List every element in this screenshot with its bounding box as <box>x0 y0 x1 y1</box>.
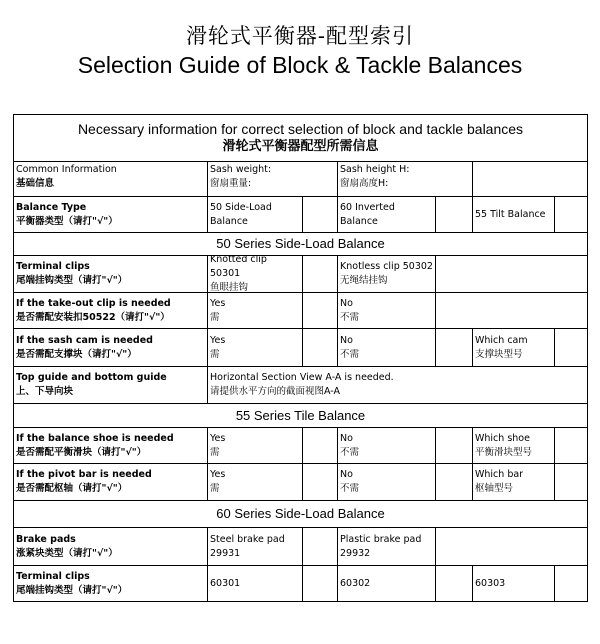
section-60-heading: 60 Series Side-Load Balance <box>216 506 385 521</box>
label-chinese: 尾端挂钩类型（请打"√"） <box>16 584 128 596</box>
option-knotless-clip <box>337 256 435 292</box>
yes-label-cn: 需 <box>210 483 220 494</box>
checkbox-55-tilt[interactable] <box>554 197 587 232</box>
option-no <box>337 293 435 328</box>
balance-type-row <box>14 196 587 232</box>
s55-pivot-row <box>14 463 587 500</box>
option-clip-60302 <box>337 566 435 601</box>
option-yes <box>207 329 302 366</box>
form-header-row <box>14 115 587 161</box>
no-label: No <box>340 469 353 480</box>
s50-cam-row <box>14 328 587 366</box>
checkbox-60-inverted[interactable] <box>435 197 472 232</box>
option-50-side-load <box>207 197 302 232</box>
takeout-clip-label <box>14 293 207 328</box>
option-label: Knotted clip 50301 <box>210 256 267 279</box>
no-label: No <box>340 334 353 346</box>
label-english: Common Information <box>16 164 117 175</box>
section-55-heading: 55 Series Tile Balance <box>235 407 366 423</box>
label-chinese: 尾端挂钩类型（请打"√"） <box>16 275 128 286</box>
which-cam-input[interactable] <box>554 329 587 366</box>
no-label-cn: 不需 <box>340 311 360 323</box>
which-bar-chinese: 枢轴型号 <box>475 483 514 494</box>
option-label: Knotless clip 50302 <box>340 261 433 272</box>
label-english: If the pivot bar is needed <box>16 469 152 480</box>
checkbox-clip-60301[interactable] <box>302 566 337 601</box>
yes-label-cn: 需 <box>210 311 220 323</box>
guide-label <box>14 367 207 403</box>
checkbox-yes[interactable] <box>302 329 337 366</box>
label-english: If the sash cam is needed <box>16 334 153 346</box>
checkbox-no[interactable] <box>435 428 472 463</box>
sash-cam-label <box>14 329 207 366</box>
label-chinese: 涨紧块类型（请打"√"） <box>16 547 118 559</box>
pivot-bar-label <box>14 464 207 500</box>
s50-guide-row <box>14 366 587 403</box>
label-chinese: 是否需配支撑块（请打"√"） <box>16 348 137 360</box>
s60-brake-row <box>14 527 587 565</box>
label-chinese: 基础信息 <box>16 178 55 189</box>
label-english: Top guide and bottom guide <box>16 372 167 383</box>
form-header-english: Necessary information for correct selection of block and tackle balances <box>77 121 524 137</box>
title-chinese: 滑轮式平衡器-配型索引 <box>185 24 415 48</box>
label-english: Balance Type <box>16 201 87 213</box>
terminal-clips-60-label <box>14 566 207 601</box>
sash-weight-cell[interactable] <box>207 162 337 196</box>
which-cam-english: Which cam <box>475 334 528 346</box>
checkbox-plastic-brake-pad[interactable] <box>435 528 472 565</box>
form-header <box>14 115 587 161</box>
option-label: 60302 <box>340 577 371 589</box>
section-60-row <box>14 500 587 527</box>
option-code: 29932 <box>340 547 371 559</box>
label-english: Brake pads <box>16 533 76 545</box>
section-50-heading: 50 Series Side-Load Balance <box>216 236 385 251</box>
yes-label: Yes <box>210 432 226 444</box>
terminal-clips-label <box>14 256 207 292</box>
option-label-cn: 鱼眼挂钩 <box>210 282 249 292</box>
yes-label-cn: 需 <box>210 446 220 458</box>
option-label: 55 Tilt Balance <box>475 208 546 220</box>
sash-height-label-cn: 窗扇高度H: <box>340 178 389 189</box>
checkbox-steel-brake-pad[interactable] <box>302 528 337 565</box>
option-yes <box>207 428 302 463</box>
option-knotted-clip <box>207 256 302 292</box>
checkbox-no[interactable] <box>435 464 472 500</box>
s50-takeout-row <box>14 292 587 328</box>
form-header-chinese: 滑轮式平衡器配型所需信息 <box>222 139 379 154</box>
balance-type-label <box>14 197 207 232</box>
sash-height-label: Sash height H: <box>340 164 410 175</box>
option-60-inverted <box>337 197 435 232</box>
option-label: 60303 <box>475 577 506 589</box>
label-english: Terminal clips <box>16 570 90 582</box>
checkbox-clip-60302[interactable] <box>435 566 472 601</box>
no-label: No <box>340 432 353 444</box>
which-shoe-label <box>472 428 554 463</box>
option-label: 60 Inverted Balance <box>340 201 395 227</box>
which-bar-label <box>472 464 554 500</box>
option-no <box>337 464 435 500</box>
option-plastic-brake-pad <box>337 528 435 565</box>
s55-shoe-row <box>14 427 587 463</box>
option-label-2: Balance <box>210 215 248 227</box>
checkbox-no[interactable] <box>435 329 472 366</box>
checkbox-clip-60303[interactable] <box>554 566 587 601</box>
guide-note-english: Horizontal Section View A-A is needed. <box>210 372 394 383</box>
option-label: Steel brake pad <box>210 533 285 545</box>
s50-terminal-row <box>14 255 587 292</box>
which-shoe-english: Which shoe <box>475 432 530 444</box>
common-info-label <box>14 162 207 196</box>
selection-form <box>13 114 588 602</box>
yes-label: Yes <box>210 297 226 309</box>
no-label-cn: 不需 <box>340 348 360 360</box>
no-label: No <box>340 297 353 309</box>
label-english: If the balance shoe is needed <box>16 432 174 444</box>
sash-height-input[interactable] <box>472 162 587 196</box>
which-cam-label <box>472 329 554 366</box>
label-chinese: 是否需配安装扣50522（请打"√"） <box>16 311 170 323</box>
option-clip-60301 <box>207 566 302 601</box>
which-cam-chinese: 支撑块型号 <box>475 348 523 360</box>
checkbox-no[interactable] <box>435 293 472 328</box>
no-label-cn: 不需 <box>340 483 360 494</box>
option-label: 60301 <box>210 577 241 589</box>
option-no <box>337 329 435 366</box>
option-yes <box>207 464 302 500</box>
option-label-cn: 无绳结挂钩 <box>340 275 388 286</box>
checkbox-yes[interactable] <box>302 464 337 500</box>
yes-label: Yes <box>210 334 226 346</box>
section-50-row <box>14 232 587 255</box>
title-english: Selection Guide of Block & Tackle Balances <box>77 52 523 78</box>
option-clip-60303 <box>472 566 554 601</box>
brake-pads-label <box>14 528 207 565</box>
which-bar-input[interactable] <box>554 464 587 500</box>
label-english: Terminal clips <box>16 261 90 272</box>
which-bar-english: Which bar <box>475 469 524 480</box>
option-label: 50 Side-Load <box>210 201 272 213</box>
checkbox-knotted-clip[interactable] <box>302 256 337 292</box>
guide-note-chinese: 请提供水平方向的截面视图A-A <box>210 386 341 397</box>
guide-note <box>207 367 587 403</box>
label-english: If the take-out clip is needed <box>16 297 171 309</box>
option-yes <box>207 293 302 328</box>
option-55-tilt <box>472 197 554 232</box>
option-code: 29931 <box>210 547 241 559</box>
yes-label-cn: 需 <box>210 348 220 360</box>
checkbox-50-side-load[interactable] <box>302 197 337 232</box>
option-label: Plastic brake pad <box>340 533 422 545</box>
checkbox-yes[interactable] <box>302 428 337 463</box>
s60-terminal-row <box>14 565 587 601</box>
option-no <box>337 428 435 463</box>
common-info-row <box>14 161 587 196</box>
sash-weight-label: Sash weight: <box>210 164 272 175</box>
section-55-row <box>14 403 587 427</box>
label-chinese: 平衡器类型（请打"√"） <box>16 215 118 227</box>
sash-weight-label-cn: 窗扇重量: <box>210 178 252 189</box>
no-label-cn: 不需 <box>340 446 360 458</box>
checkbox-knotless-clip[interactable] <box>435 256 472 292</box>
checkbox-yes[interactable] <box>302 293 337 328</box>
label-chinese: 上、下导向块 <box>16 386 74 397</box>
which-shoe-chinese: 平衡滑块型号 <box>475 446 533 458</box>
label-chinese: 是否需配平衡滑块（请打"√"） <box>16 446 147 458</box>
label-chinese: 是否需配枢轴（请打"√"） <box>16 483 128 494</box>
yes-label: Yes <box>210 469 226 480</box>
balance-shoe-label <box>14 428 207 463</box>
which-shoe-input[interactable] <box>554 428 587 463</box>
option-steel-brake-pad <box>207 528 302 565</box>
